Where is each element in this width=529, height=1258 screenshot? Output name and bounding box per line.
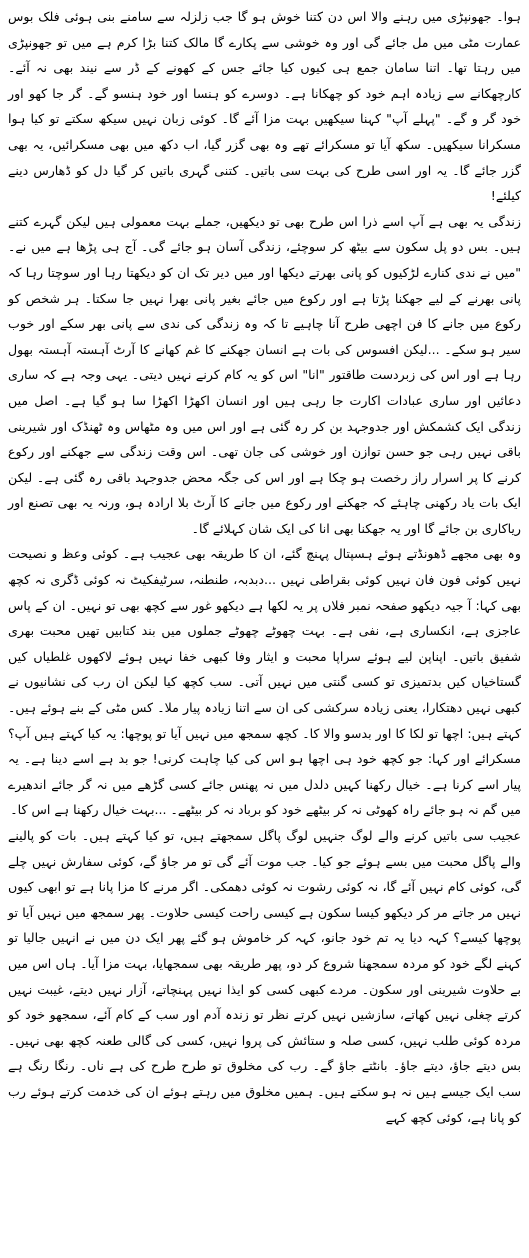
paragraph-3: وہ بھی مجھے ڈھونڈتے ہوئے ہسپتال پہنچ گئے، ان کا طریقہ بھی عجیب ہے۔ کوئی وعظ و نصیحت نہیں کوئی فون فان نہیں کوئی بقراطی نہیں ...دبدبہ، طنطنہ، سرٹیفکیٹ نہ کوئی ڈگری نہ کچھ بھی کہا: آ جیہ دیکھو صفحہ نمبر فلاں پر یہ لکھا ہے دیکھو غور سے کچھ بھی تو نہیں۔ ان کے پاس عاجزی ہے، انکساری ہے، نفی ہے۔ بہت چھوٹے چھوٹے جملوں میں بند کتابیں تھیں محبت بھری شفیق باتیں۔ اپناپن لیے ہوئے سراپا محبت و ایثار وفا کبھی خفا نہیں ہوئے لاکھوں غلطیاں کیں گستاخیاں کیں بدتمیزی تو کسی گنتی میں نہیں آتی۔ سب کچھ کیا لیکن ان رب کی نشانیوں نے کبھی نہیں دھتکارا، یعنی زیادہ سرکشی کی ان سے اتنا زیادہ پیار ملا۔ کس مٹی کے بنے ہوئے ہیں۔ کہتے ہیں: اچھا تو لکا کا اور بدسو والا کا۔ کچھ سمجھ میں نہیں آیا تو پوچھا: یہ کیا کہتے ہیں آپ؟ مسکرائے اور کہا: جو کچھ خود ہی اچھا ہو اس کی کیا چاہت کرنی! جو بد ہے اسے دینا ہے۔ یہ پیار اسے کرنا ہے۔ خیال رکھنا کہیں دلدل میں نہ پھنس جائے کسی گڑھے میں نہ گر جائے اندھیرے میں گم نہ ہو جائے راہ کھوٹی نہ کر بیٹھے خود کو برباد نہ کر بیٹھے۔ ...بہت خیال رکھنا ہے اس کا۔ (8, 546, 521, 818)
paragraph-4: عجیب سی باتیں کرنے والے لوگ جنہیں لوگ پاگل سمجھتے ہیں، تو کیا کہتے ہیں۔ بات کو پالینے والے پاگل محبت میں بسے ہوئے جو کیا۔ جب موت آئے گی تو مر جاؤ گے، کوئی سفارش نہیں چلے گی، کوئی کام نہیں آئے گا، نہ کوئی رشوت نہ کوئی دھمکی۔ اگر مرنے کا مزا پانا ہے تو ابھی کیوں نہیں مر جاتے مر کر دیکھو کیسا سکون ہے کیسی راحت کیسی حلاوت۔ پھر سمجھ میں نہیں آیا تو پوچھا کیسے؟ کہہ دیا یہ تم خود جانو، کہہ کر خاموش ہو گئے پھر ایک دن میں نے انہیں جالیا تو کہنے لگے خود کو مردہ سمجھنا شروع کر دو، پھر طریقہ بھی سمجھایا، بہت مزا آیا۔ ہاں اس میں بے حلاوت شیرینی اور سکون۔ مردے کبھی کسی کو ایذا نہیں پہنچاتے، آزار نہیں دیتے، غیبت نہیں کرتے چغلی نہیں کھاتے، سازشیں نہیں کرتے نظر تو زندہ آدم اور سب کے کام آئے، سمجھو خود کو مردہ کوئی طلب نہیں، کسی صلہ و ستائش کی پروا نہیں، کسی کی گالی طعنہ کچھ بھی نہیں۔ بس دیتے جاؤ، دیتے جاؤ۔ بانٹتے جاؤ گے۔ رب کی مخلوق تو طرح طرح کی ہے ناں۔ رنگا رنگ ہے سب ایک جیسے ہیں نہ ہو سکتے ہیں۔ ہمیں مخلوق میں رہتے ہوئے ان کی خدمت کرتے ہوئے رب کو پانا ہے، کوئی کچھ کہے (8, 828, 521, 1125)
paragraph-2: زندگی یہ بھی ہے آپ اسے ذرا اس طرح بھی تو دیکھیں، جملے بہت معمولی ہیں لیکن گہرے کتنے ہیں۔ بس دو پل سکون سے بیٹھ کر سوچئے، زندگی آسان ہو جائے گی۔ آج ہی پڑھا ہے میں نے۔ "میں نے ندی کنارے لڑکیوں کو پانی بھرتے دیکھا اور میں دیر تک ان کو دیکھتا رہا اور سوچتا رہا کہ پانی بھرنے کے لیے جھکنا پڑتا ہے اور رکوع میں جائے بغیر پانی بھرا نہیں جا سکتا۔ ہر شخص کو رکوع میں جانے کا فن اچھی طرح آنا چاہیے تا کہ وہ زندگی کی ندی سے پانی بھر سکے اور خوب سیر ہو سکے۔ ...لیکن افسوس کی بات ہے انسان جھکنے کا غم کھانے کا آرٹ آہستہ آہستہ بھول رہا ہے اور اس کی زبردست طاقتور "انا" اس کو یہ کام کرنے نہیں دیتی۔ یہی وجہ ہے کہ ساری دعائیں اور ساری عبادات اکارت جا رہی ہیں اور انسان اکھڑا اکھڑا سا ہو گیا ہے۔ اصل میں زندگی ایک کشمکش اور جدوجہد بن کر رہ گئی ہے اور اس میں وہ مٹھاس وہ ٹھنڈک اور شیرینی باقی نہیں رہی جو حسن توازن اور خوشی کی جان تھی۔ اس وقت زندگی سے جھکنے اور رکوع کرنے کا پر اسرار راز رخصت ہو چکا ہے اور اس کی جگہ محض جدوجہد باقی رہ گئی ہے۔ لیکن ایک بات یاد رکھنی چاہئے کہ جھکنے اور رکوع میں جانے کا آرٹ بلا ارادہ ہو، ورنہ یہ بھی تصنع اور ریاکاری بن جائے گا اور یہ جھکنا بھی انا کی ایک شان کہلائے گا۔ (8, 213, 521, 536)
paragraph-1: ہوا۔ جھونپڑی میں رہنے والا اس دن کتنا خوش ہو گا جب زلزلہ سے سامنے بنی ہوئی فلک بوس عمارت مٹی میں مل جائے گی اور وہ خوشی سے پکارے گا مالک کتنا بڑا کرم ہے میں تو جھونپڑی میں رہتا تھا۔ اتنا سامان جمع ہی کیوں کیا جائے جس کے کھونے کے ڈر سے نیند بھی نہ آئے۔ کارچھکانے سے زیادہ اہم خود کو چھکانا ہے۔ دوسرے کو ہنسا اور خود ہنسو گے۔ گر جا کھو اور خود گر و گے۔ "پہلے آپ" کہنا سیکھیں بہت مزا آئے گا۔ کوئی زبان نہیں سیکھ سکتے تو کیا ہوا مسکرانا سیکھیں۔ سکھ آیا تو مسکرائے تھے وہ بھی گزر گیا، اب دکھ میں بھی مسکرائیں، یہ بھی گزر جائے گا۔ یہ اور اسی طرح کی بہت سی باتیں۔ کتنی گہری باتیں کر گیا دل کو ڈھارس دینے کیلئے! (8, 9, 521, 204)
